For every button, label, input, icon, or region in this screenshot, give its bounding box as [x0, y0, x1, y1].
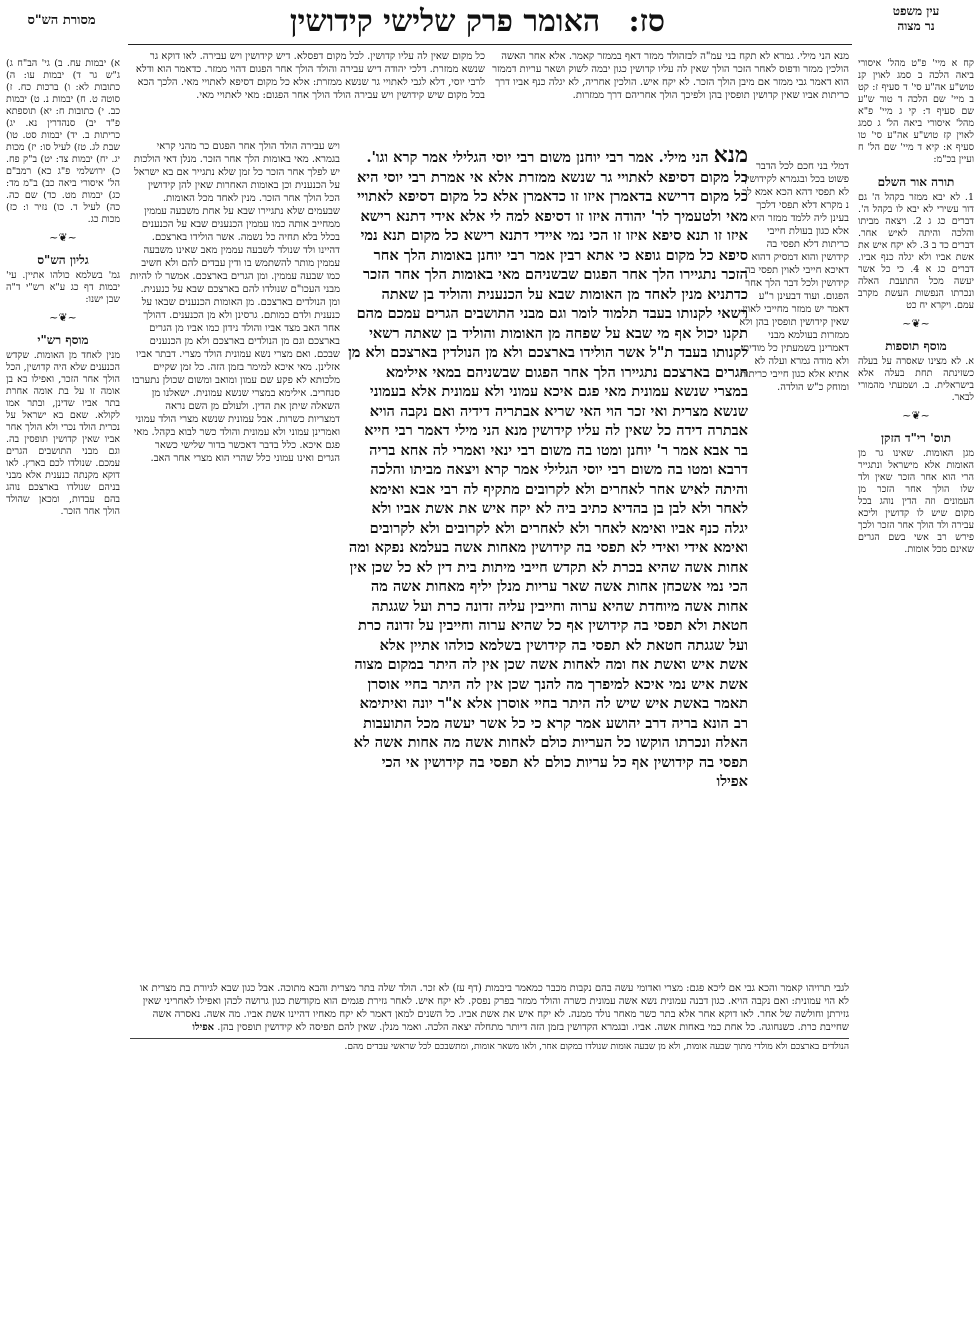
divider-ornament: ~❦~	[49, 231, 77, 244]
rashi-addendum-text: מנין לאחד מן האומות. שקדש הכנענים שלא היה קדושין, הכל הולך אחר הזכר, ואפילו בא בן אומה זו על בת אומה אחרת בתר אביו שדינן, ובתר אמו לקולא. שאם בא ישראל על נכרית הולד נכרי ולא הולך אחר אביו שאין קדושין תופסין בה. וגם מבני התושבים הגרים עמכם. שנולדו לכם בארץ. לאו דוקא מקנתה כנענית אלא מבני בניהם שנולדו בארצכם נוהג בהם עבדות, ומכאן שהולד הולך אחר הזכר.	[6, 350, 120, 517]
footnote: הנולדים בארצכם ולא מולדי מתוך שבעה אומות, ולא מן שבעה אומות שנולדו במקום אחר, ולאו משאר אומות, ומתשבכם לכל שראשי עבדים מהם.	[130, 1038, 849, 1054]
ein-mishpat-column	[858, 58, 974, 1328]
gemara-text-block	[348, 146, 748, 974]
gilyon-title: גליון הש"ס	[37, 253, 89, 267]
rashi-bottom-text: לגבי תרויהו קאמר והכא גבי אם ליכא פגם: מצרי ואדומי עשה בהם נקבות מכבר כמאמר ביבמות (דף עז) לא זכר. הולד שלה בתר מצרית והבא מתוכה. אבל כגון שבא לגיורת בת מצרית או לא הוי עמונית: ואם נקבה הויא. כגון דבנה עמונית נשא אשה עמונית כשרה והולד ממזר בפרק נפסק. לא יקח איש. לאחר גזירת פגמים הוא מקודשת כגון גרושה לכהן ואפילו לאחריני שאין גזירתן וחולשה של אחר. לאו דוקא אחר אלא בתר כשר מאחר נולד ממנה. לא יקח איש את אשת אביו. כל השנים למאן דאמר לא יקח מאחיו דהיינו אשת אביו. מה אשה. נאסרה אשה שחייבת כרת. כשנחוגה. כל אחת כמי באחות אשה. אביו. ובגמרא הקדושין בזמן הזה דיותר מתחלה יצאה הלכה. ואמר מנלן. שאין להם תפיסה לא קידושין תופסין בהן.	[139, 983, 849, 1033]
mesorah-column	[6, 58, 120, 1328]
mesorah-heading: מסורת הש"ס	[27, 13, 96, 28]
tosafot-addendum-title: מוסף תוספות	[885, 339, 947, 353]
mesorah-text: א) יבמות עח. ב) גי' הב"ח ג) ג"ש גר ד) יבמות עו: ה) כתובות לא: ו) ברכות כח. ז) סוטה ט. ח) יבמות נ. ט) יבמות כב. י) כתובות ח: יא) תוספתא פ"ד יב) סנהדרין נא. יג) כריתות ב. יד) יבמות סט. טו) שבת לג. טז) לעיל סו: יז) מכות יג. יח) יבמות צד: יט) ב"ק פח. כ) ירושלמי פ"ג כא) רמב"ם הל' איסורי ביאה כב) ב"מ מד: כג) יבמות מט. כד) שם כה. כה) לעיל ד. כו) נזיר ו: כז) מכות כג.	[6, 58, 120, 225]
chapter-title: האומר פרק שלישי קידושין	[289, 4, 601, 39]
gemara-text: הני מילי. אמר רבי יוחנן משום רבי יוסי הגלילי אמר קרא וגו'. כל מקום דסיפא לאתויי גר שנשא ממזרת אלא אי אמרת רבי יוסי היא כל מקום דרישא בדאמרן איזו זו כדאמרן אלא כל מקום דסיפא לאתויי מאי ולטעמיך לר' יהודה איזו זו דסיפא למה לי אלא אידי דתנא רישא איזו זו תנא סיפא איזו זו הכי נמי איידי דתנא רישא כל מקום תנא נמי סיפא כל מקום גופא כי אתא רבין אמר רבי יוחנן באומות הלך אחר הזכר נתגיירו הלך אחר הפגום שבשניהם מאי באומות הלך אחר הזכר כדתניא מנין לאחד מן האומות שבא על הכנענית והוליד בן שאתה רשאי לקנותו בעבד תלמוד לומר וגם מבני התושבים הגרים עמכם מהם תקנו יכול אף מי שבא על שפחה מן האומות והוליד בן שאתה רשאי לקנותו בעבד ת"ל אשר הולידו בארצכם ולא מן הנולדין בארצכם ולא מן הגרים בארצכם נתגיירו הלך אחר הפגום שבשניהם במאי אילימא במצרי שנשא עמונית מאי פגם איכא עמוני ולא עמונית אלא בעמוני שנשא מצרית ואי זכר הוי האי שריא אבתריה דידיה ואם נקבה הויא אבתרה דידה כל שאין לה עליו קידושין מנא הני מילי דאמר רבי חייא בר אבא אמר ר' יוחנן ומטו בה משום רבי ינאי ואמרי לה אחא בריה דרבא ומטו בה משום רבי יוסי הגלילי אמר קרא ויצאה מביתו והלכה והיתה לאיש אחר לאחרים ולא לקרובים מתקיף לה רבי אבא ואימא לאחר ולא לבן בן בהדיא כתיב ביה לא יקח איש את אשת אביו ולא יגלה כנף אביו ואימא לאחר ולא לאחרים ולא לקרובים ולא לקרובים ואימא אידי ואידי לא תפסי בה קידושין מאחות אשה בעלמא נפקא ומה אחות אשה שהיא בכרת לא תקדש חייבי מיתות בית דין לא כל שכן אין הכי נמי אשכחן אחות אשה שאר עריות מנלן יליף מאחות אשה מה אחות אשה מיוחדת שהיא ערוה וחייבין עליה זדונה כרת ועל שגגתה חטאת ולא תפסי בה קידושין אף כל שהיא ערוה וחייבין על זדונה כרת ועל שגגתה חטאת לא תפסי בה קידושין בשלמא כולהו אתיין אלא אשת איש ואשת אח ומה לאחות אשה שכן אין לה היתר במקום מצוה אשת איש נמי איכא למיפרך מה להנך שכן אין לה היתר בחיי אוסרן תאמר באשת איש שיש לה היתר בחיי אוסרן אלא א"ר יונה ואיתימא רב הונא בריה דרב יהושע אמר קרא כי כל אשר יעשה מכל התועבות האלה ונכרתו הוקשו כל העריות כולם לאחות אשה מה אחות אשה לא תפסי בה קידושין אף כל עריות כולם לא תפסי בה קידושין אי הכי אפילו	[348, 149, 748, 790]
divider-ornament: ~❦~	[902, 409, 930, 422]
daf-number: סז:	[628, 4, 665, 39]
rashi-addendum-title: מוסף רש"י	[37, 333, 89, 347]
tosafot-text: כל מקום שאין לה עליו קדושין. לכל מקום דפסלא. דיש קידושין ויש עבירה. לאו דוקא גר שנשא ממזרת. דלכי יהודה דיש עבירה והולד הולך אחר הפגום דהוי ממזר. כדאמר הוא ודלא לרבי יוסי, דלא לגבי לאתויי גר שנשא ממזרת: אלא כל מקום דסיפא לאתויי מאי. הלכך הכא בכל מקום שיש קידושין ויש עבירה הולד הולך אחר הפגום: מאי לאתויי מאי.	[135, 51, 485, 101]
torah-or-title: תורה אור השלם	[877, 175, 955, 189]
rashi-inner-text: דמלי בני חכם לכל הדבר פשוט בכל ובגמרא לקידושין לא תפסי דהא הכא אמא לכ נ מקרא דלא תפסי דלכך בעינן ליה ללמד ממזר היא אלא כגון בעולת חייבי כריתות דלא תפסי בה קידושין והוא דמסיק דהוא דאיכא חייבי לאוין תפסי בה קידושין ולכל דבר הלך אחר הפגום. ועוד דבעינן ר"ע דאמר יש ממזר מחייבי לאוין שאין קידושין תופסין בהן ולא ממזרות בעולמא מבני דאמרינן בשמעתין כל מודים ולא מודה גמרא ועלה לא אתיא אלא כגון חייבי כריתות ומוחק כ"ש הולדה.	[739, 161, 849, 393]
ein-mishpat-text: קח א מיי' פ"ט מהל' איסורי ביאה הלכה ב סמג לאוין קנ טוש"ע אה"ע סי' ד סעיף ז: קט ב מיי' שם הלכה ד טור ש"ע שם סעיף ד: קי ג מיי' פ"א מהל' איסורי ביאה הל' ג סמג לאוין קז טוש"ע אה"ע סי' טו סעיף א: קיא ד מיי' שם הל' ח ועיין בכ"מ:	[858, 58, 974, 165]
gilyon-text: גמ' בשלמא כולהו אתיין. עי' יבמות דף כג ע"א רש"י ד"ה שבן ישנו:	[6, 270, 120, 305]
tosafot-commentary-side	[130, 140, 340, 970]
rashi-commentary-inner	[737, 160, 849, 495]
gemara-opening-word: מנא	[713, 146, 748, 168]
tosafot-rid-text: מגן האומות. שאינו גר מן האומות אלא מישראל ונתגייר הרי הוא אחר הזכר שאין ולד שלו הולך אחר הזכר מן העמונים וזה הדין נוהג בכל מקום שיש לו קדושין וליכא עבירה ולד הולך אחר הזכר ולכך פירש רב אשי בשם הגרים שאינם מכל אומות.	[858, 448, 974, 555]
tosafot-commentary-top	[130, 50, 485, 140]
rashi-commentary-top	[492, 50, 849, 160]
rashi-text: מנא הני מילי. גמרא לא תקח בני עמ"ה לבזהולד ממזר דאף בממזר קאמר. אלא אחר האשה הולכין ממזר ודפוס לאחר הזכר הולך שאין לה עליו קדושין כגון יבמה לשוק ושאר עריות דממזר הוא דאמר גבי ממזר אם מיבן הולך הזכר. לא יקח איש. הולכין אחריה, לא יגלה כנף אביו דרך כריתות אביו שאין קדושין תופסין בהן ולפיכך הולך אחריהם דרך ממזרות.	[492, 51, 849, 101]
rashi-commentary-bottom	[130, 982, 849, 1327]
ein-mishpat-heading: עין משפט נר מצוה	[892, 4, 940, 33]
tosafot-rid-title: תוס' רי"ד הזקן	[880, 431, 952, 445]
catchword: אפילו	[192, 1022, 215, 1033]
tosafot-addendum-text: א. לא מצינו שאסרה על בעלה כשזינתה תחת בעלה אלא בישראלית. ב. ושמעתי מהמורי לבאר.	[858, 356, 974, 403]
page-header	[0, 4, 980, 48]
divider-ornament: ~❦~	[902, 317, 930, 330]
torah-or-text: 1. לא יבא ממזר בקהל ה' גם דור עשירי לא יבא לו בקהל ה'. דברים כג ג 2. ויצאה מביתו והלכה והיתה לאיש אחר. דברים כד ב 3. לא יקח איש את אשת אביו ולא יגלה כנף אביו. דברים כג א 4. כי כל אשר יעשה מכל התועבת האלה ונכרתו הנפשות העשת מקרב עמם. ויקרא יח כט	[858, 192, 974, 311]
tosafot-side-text: ויש עבירה הולד הולך אחר הפגום כר מהני קראי בגמרא. מאי באומות הלך אחר הזכר. מנלן דאי הולכות יש לפלך אחר הזכר כל זמן שלא נתגייר אם בא ישראל על הכנענית וכן באומות האחרות שאין להן קידושין הכל הולך אחר הזכר. מנין לאחד מכל האומות. שבעמים שלא נתגיירו שבא על אחת משבעה עממין ממחייב אותה כמו עממין הכנענים שבא על הכנענים בכלל בלא תחיה כל נשמה. אשר הולידו בארצכם. דהיינו ולד שנולד לשבעה עממין מאב שאינו משבעה עממין מותר להשתמש בו ודין עבדים להם ולא חשיב כמו שבעה עממין. ומן הגרים בארצכם. אמשר לו להיות מבני העכו"ם שנולדו להם בארצכם שבא על כנענית. ומן הנולדים בארצכם. מן האומות הכנענים שבאו על כנענית ולדם כמותם. גרסינן ולא מן הכנענים. דהולך אחר האב מצד אביו והולד נידון כמו אביו מן הגרים בארצכם וגם מן הנולדים בארצכם ולא מן הכנענים שבכם. ואם מצרי נשא עמונית הולד מצרי. דבתר אביו אזלינן. מאי איכא למימר בזמן הזה. כל זמן שקיים מלכותא לא פקע שם עמון ומואב ומשום שכולן נתערבו סנחריב. אילימא במצרי שנשא עמונית. ישאלנו מן השאלה שיתן את הדין. ולעולם מן השם נראה דמצריות כשרות. אבל עמונית שנשא מצרי הולד עמוני ואמרינן עמוני ולא עמונית והולד כשר לבוא בקהל. מאי פגם איכא. כלל בדבר דאכשר בדור שלישי כשאר הגרים ואינו עמוני כלל שהרי הוא מצרי אחר האב.	[130, 141, 340, 464]
divider-ornament: ~❦~	[49, 311, 77, 324]
header-rule	[128, 44, 852, 45]
